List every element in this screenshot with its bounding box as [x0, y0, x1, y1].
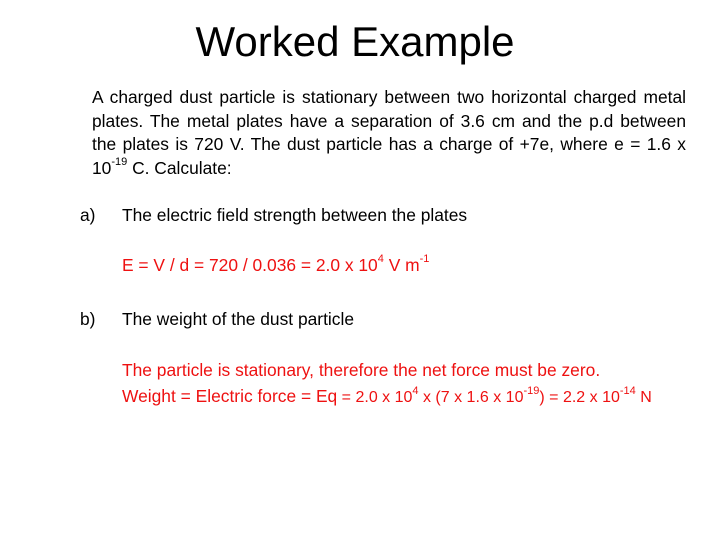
part-a-answer-unit: V m [383, 255, 420, 275]
part-b-calc-exponent-3: -14 [619, 384, 636, 397]
part-b-calc-exponent-1: 4 [412, 384, 419, 397]
part-b-answer-lead: Weight = Electric force = Eq [122, 386, 338, 406]
problem-line-4-exponent: -19 [111, 155, 128, 168]
slide-title: Worked Example [195, 18, 515, 65]
part-b-calc-part-2: x (7 x 1.6 x 10 [418, 389, 524, 406]
part-b-calc-part-3: ) = 2.2 x 10 [539, 389, 620, 406]
problem-line-3: the plates is 720 V. The dust particle has a charge of +7e, where e = 1.6 x [92, 134, 686, 154]
problem-line-4-base: 10 [92, 157, 112, 178]
problem-line-4-rest: C. Calculate: [127, 157, 232, 178]
part-a-answer [122, 254, 429, 276]
part-b-marker: b) [80, 309, 96, 329]
part-a-marker: a) [80, 205, 96, 225]
part-a-answer-main: E = V / d = 720 / 0.036 = 2.0 x 10 [122, 255, 378, 275]
problem-line-2: plates. The metal plates have a separation of 3.6 cm and the p.d between [92, 110, 686, 131]
part-b-answer-calc [337, 384, 652, 406]
problem-line-4 [92, 157, 686, 181]
part-b-answer-line-2 [122, 385, 652, 409]
part-b-answer-line-1: The particle is stationary, therefore the net force must be zero. [122, 360, 601, 380]
part-a-answer-exponent-2: -1 [419, 253, 430, 266]
problem-statement [92, 86, 686, 180]
part-b-calc-part-4: N [635, 389, 652, 406]
part-a-question: The electric field strength between the plates [122, 205, 468, 225]
part-b-calc-exponent-2: -19 [523, 384, 540, 397]
part-b-question: The weight of the dust particle [122, 309, 355, 329]
part-a-answer-exponent-1: 4 [377, 253, 384, 266]
problem-line-1: A charged dust particle is stationary between two horizontal charged metal [92, 87, 686, 107]
part-b-calc-part-1: = 2.0 x 10 [337, 389, 413, 406]
